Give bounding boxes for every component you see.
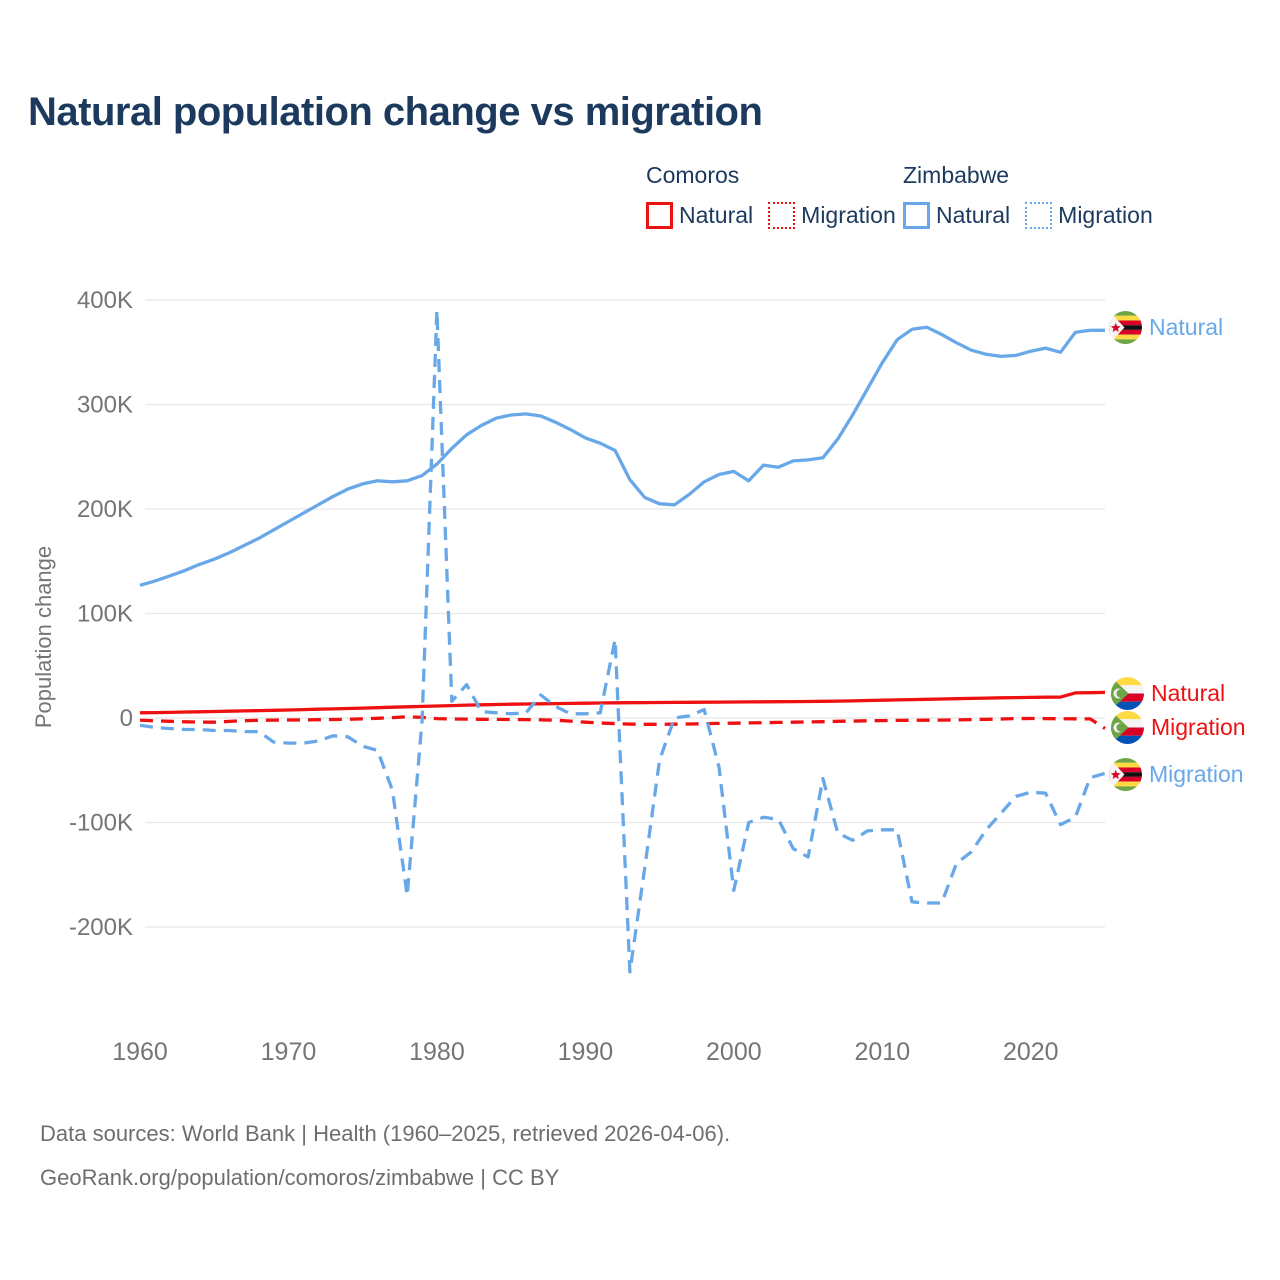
footer [40,1112,730,1200]
legend-item-label: Migration [1058,202,1153,228]
y-tick-label: 0 [119,705,133,732]
line-end-label-text: Migration [1151,714,1246,740]
y-tick-label: 400K [76,287,133,314]
line-end-label-text: Natural [1151,680,1226,706]
x-tick-label: 2010 [854,1038,911,1066]
comoros-flag-icon [1111,677,1144,710]
legend-item-label: Migration [801,202,896,228]
line-comoros-natural [140,692,1105,712]
x-tick-label: 2000 [706,1038,762,1066]
line-zimbabwe-natural [140,327,1105,585]
line-end-label-text: Migration [1149,761,1244,787]
y-tick-label: -100K [68,809,133,837]
line-end-label-comoros-natural [1111,677,1225,710]
x-tick-label: 1990 [557,1038,614,1066]
y-tick-label: 100K [76,600,133,628]
attribution-line: GeoRank.org/population/comoros/zimbabwe | CC BY [40,1165,560,1190]
line-zimbabwe-migration [140,311,1105,972]
legend-item-label: Natural [679,202,754,228]
zimbabwe-flag-icon [1109,758,1142,791]
x-tick-label: 1960 [112,1038,168,1066]
line-end-label-zimbabwe-natural [1109,311,1223,344]
x-tick-label: 1970 [260,1038,317,1066]
line-end-label-text: Natural [1149,314,1224,340]
legend-country-zimbabwe: Zimbabwe [903,162,1010,188]
line-end-label-zimbabwe-migration [1109,758,1244,791]
zimbabwe-flag-icon [1109,311,1142,344]
y-tick-label: 300K [76,391,133,419]
y-axis-title: Population change [31,545,56,729]
x-tick-label: 1980 [409,1038,465,1066]
data-sources-line: Data sources: World Bank | Health (1960–2025, retrieved 2026-04-06). [40,1121,731,1146]
line-end-label-comoros-migration [1111,711,1246,744]
page-title: Natural population change vs migration [28,90,763,134]
x-tick-label: 2020 [1002,1038,1059,1066]
comoros-flag-icon [1111,711,1144,744]
legend-item-label: Natural [936,202,1011,228]
y-tick-label: 200K [76,496,133,523]
y-tick-label: -200K [68,914,133,941]
legend-country-comoros: Comoros [646,162,740,188]
